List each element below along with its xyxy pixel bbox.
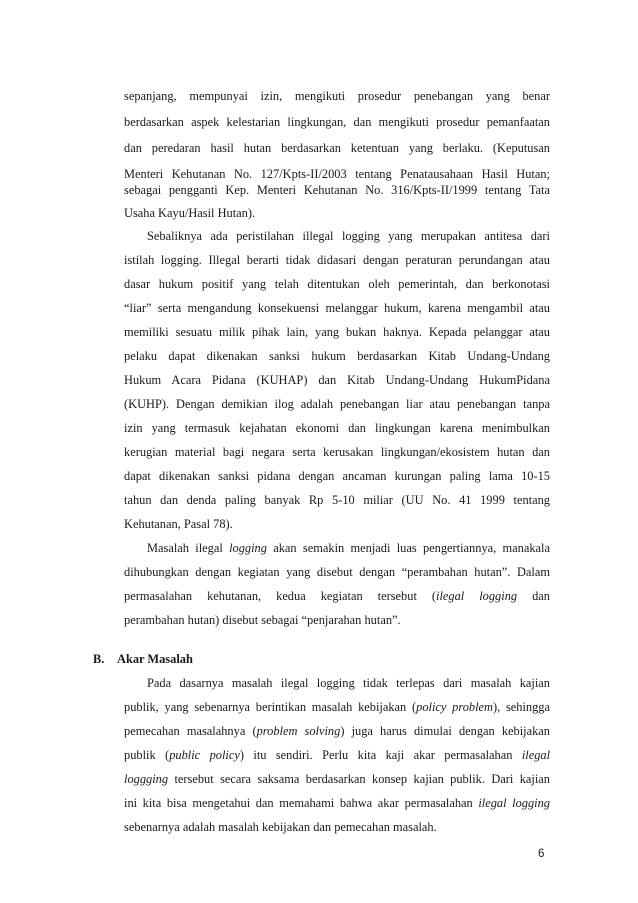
- text-run: ) juga harus dimulai dengan kebijakan: [340, 724, 551, 738]
- text-run: permasalahan kehutanan, kedua kegiatan tersebut (: [124, 589, 437, 603]
- text-run: ), sehingga: [492, 700, 550, 714]
- paragraph-3-line-1: [147, 538, 550, 558]
- text-run: publik (: [124, 748, 170, 762]
- italic-term: ilegal logging: [436, 589, 518, 603]
- paragraph-1-line-1: sepanjang, mempunyai izin, mengikuti prosedur penebangan yang benar: [124, 89, 550, 103]
- text-run: pemecahan masalahnya (: [124, 724, 257, 738]
- section-paragraph-line-1: Pada dasarnya masalah ilegal logging tidak terlepas dari masalah kajian: [147, 676, 550, 690]
- section-paragraph-line-3: [124, 721, 550, 741]
- paragraph-2-line-6: pelaku dapat dikenakan sanksi hukum berdasarkan Kitab Undang-Undang: [124, 349, 550, 363]
- italic-term: ilegal: [521, 748, 551, 762]
- paragraph-2-line-13: Kehutanan, Pasal 78).: [124, 517, 233, 531]
- section-number: B.: [93, 652, 105, 666]
- paragraph-2-line-12: tahun dan denda paling banyak Rp 5-10 miliar (UU No. 41 1999 tentang: [124, 493, 550, 507]
- text-run: tersebut secara saksama berdasarkan konsep kajian publik. Dari kajian: [168, 772, 550, 786]
- italic-term: logging: [229, 541, 267, 555]
- paragraph-2-line-3: dasar hukum positif yang telah ditentukan oleh pemerintah, dan berkonotasi: [124, 277, 550, 291]
- section-paragraph-line-7: sebenarnya adalah masalah kebijakan dan pemecahan masalah.: [124, 820, 437, 834]
- section-paragraph-line-2: [124, 697, 550, 717]
- paragraph-2-line-5: memiliki sesuatu milik pihak lain, yang bukan haknya. Kepada pelanggar atau: [124, 325, 550, 339]
- paragraph-3-line-3: [124, 586, 550, 606]
- italic-term: policy problem: [416, 700, 493, 714]
- paragraph-1-line-3: dan peredaran hasil hutan berdasarkan ketentuan yang berlaku. (Keputusan: [124, 141, 550, 155]
- section-paragraph-line-5: [124, 769, 550, 789]
- page-number: 6: [538, 848, 545, 860]
- paragraph-2-line-1: Sebaliknya ada peristilahan illegal logging yang merupakan antitesa dari: [147, 229, 550, 243]
- paragraph-1-line-2: berdasarkan aspek kelestarian lingkungan, dan mengikuti prosedur pemanfaatan: [124, 115, 550, 129]
- paragraph-2-line-4: “liar” serta mengandung konsekuensi melanggar hukum, karena mengambil atau: [124, 301, 550, 315]
- text-run: ) itu sendiri. Perlu kita kaji akar permasalahan: [239, 748, 522, 762]
- text-run: akan semakin menjadi luas pengertiannya, manakala: [266, 541, 550, 555]
- italic-term: loggging: [124, 772, 169, 786]
- paragraph-2-line-8: (KUHP). Dengan demikian ilog adalah penebangan liar atau penebangan tanpa: [124, 397, 550, 411]
- text-run: publik, yang sebenarnya berintikan masalah kebijakan (: [124, 700, 417, 714]
- paragraph-3-line-2: dihubungkan dengan kegiatan yang disebut dengan “perambahan hutan”. Dalam: [124, 565, 550, 579]
- italic-term: public policy: [169, 748, 240, 762]
- section-paragraph-line-6: [124, 793, 550, 813]
- italic-term: ilegal logging: [478, 796, 551, 810]
- text-run: Masalah ilegal: [147, 541, 230, 555]
- italic-term: problem solving: [256, 724, 341, 738]
- paragraph-2-line-11: dapat dikenakan sanksi pidana dengan ancaman kurungan paling lama 10-15: [124, 469, 550, 483]
- paragraph-1-line-5: sebagai pengganti Kep. Menteri Kehutanan No. 316/Kpts-II/1999 tentang Tata: [124, 183, 550, 197]
- paragraph-3-line-4: perambahan hutan) disebut sebagai “penjarahan hutan”.: [124, 613, 401, 627]
- text-run: ini kita bisa mengetahui dan memahami bahwa akar permasalahan: [124, 796, 479, 810]
- paragraph-2-line-7: Hukum Acara Pidana (KUHAP) dan Kitab Undang-Undang HukumPidana: [124, 373, 550, 387]
- paragraph-1-line-6: Usaha Kayu/Hasil Hutan).: [124, 206, 256, 220]
- paragraph-2-line-10: kerugian material bagi negara serta kerusakan lingkungan/ekosistem hutan dan: [124, 445, 550, 459]
- paragraph-1-line-4: Menteri Kehutanan No. 127/Kpts-II/2003 tentang Penatausahaan Hasil Hutan;: [124, 167, 550, 181]
- section-heading: [93, 649, 193, 669]
- section-paragraph-line-4: [124, 745, 550, 765]
- text-run: dan: [517, 589, 550, 603]
- section-title: Akar Masalah: [117, 652, 193, 666]
- paragraph-2-line-9: izin yang termasuk kejahatan ekonomi dan lingkungan karena menimbulkan: [124, 421, 550, 435]
- paragraph-2-line-2: istilah logging. Illegal berarti tidak didasari dengan peraturan perundangan atau: [124, 253, 550, 267]
